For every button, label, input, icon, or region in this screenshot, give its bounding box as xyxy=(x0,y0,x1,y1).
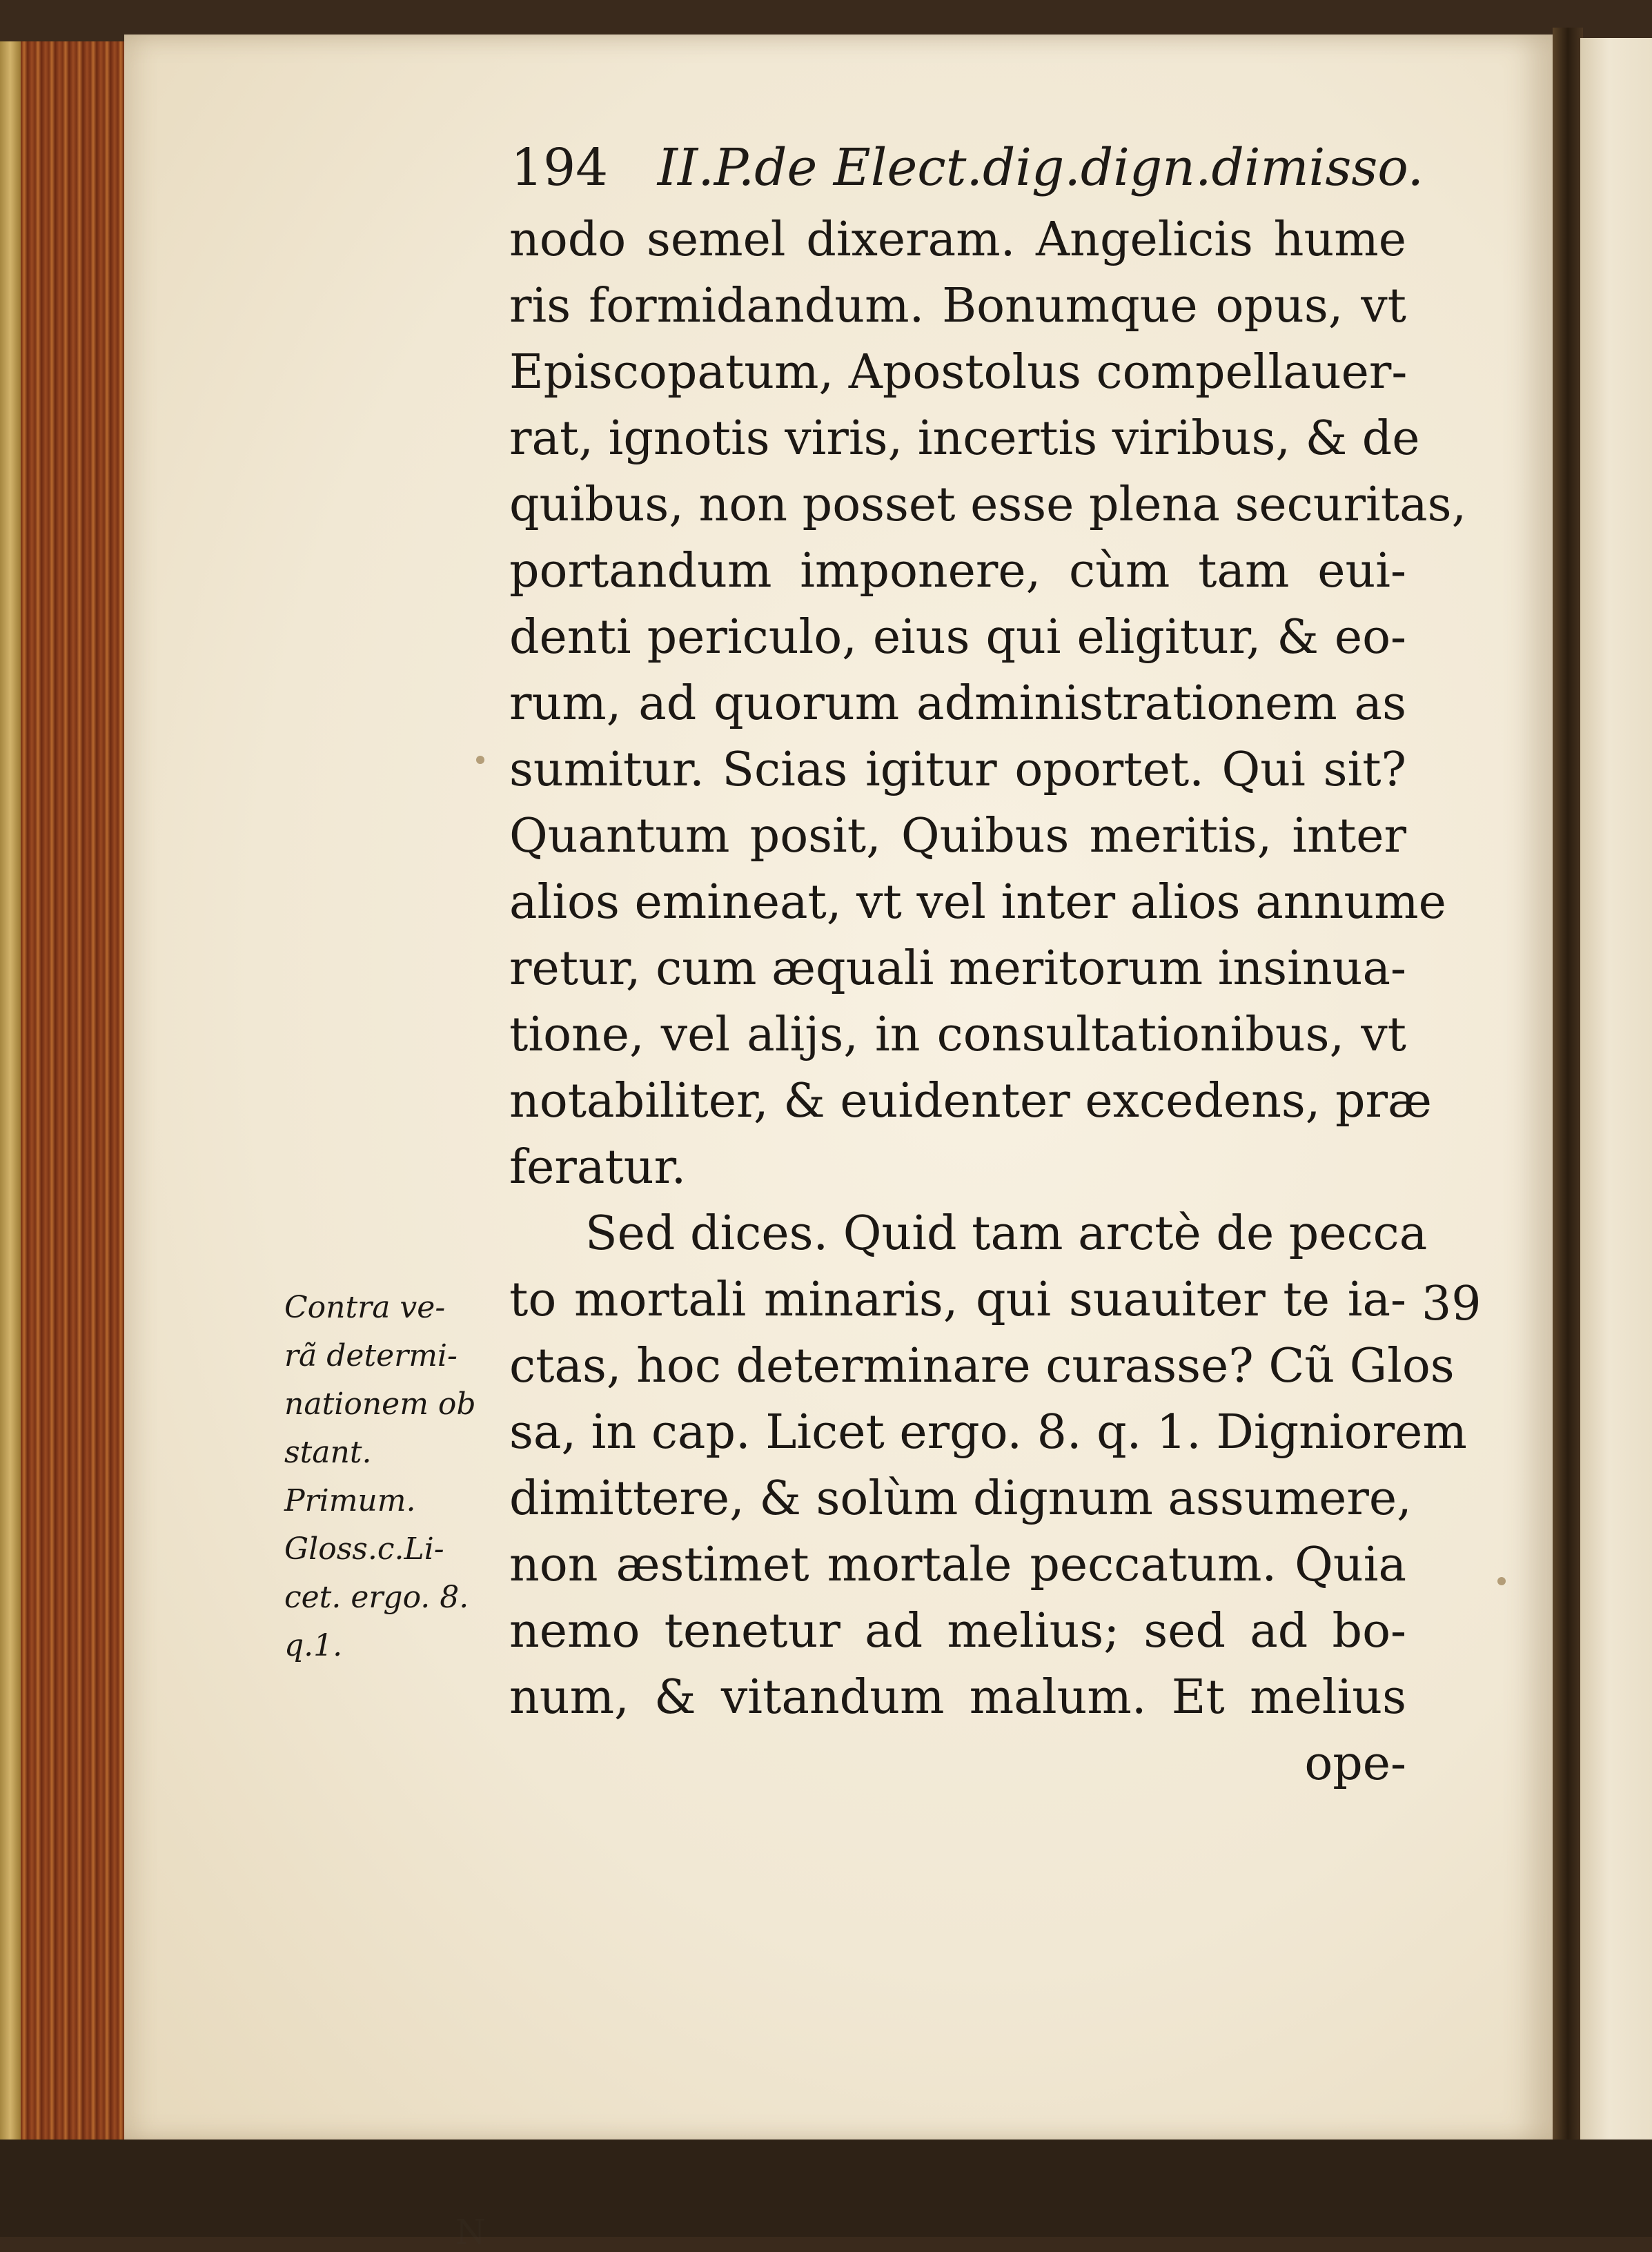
text-line: dimittere, & solùm dignum assumere, xyxy=(509,1471,1412,1526)
text-line: Quantum posit, Quibus meritis, inter xyxy=(509,809,1406,863)
show-through-text: N xyxy=(455,2212,486,2252)
text-line: num, & vitandum malum. Et melius xyxy=(509,1670,1406,1725)
text-line: ris formidandum. Bonumque opus, vt xyxy=(509,279,1406,333)
text-line: denti periculo, eius qui eligitur, & eo- xyxy=(509,610,1406,665)
text-line: rum, ad quorum administrationem as xyxy=(509,676,1406,731)
text-line: retur, cum æquali meritorum insinua- xyxy=(509,941,1406,996)
text-line: portandum imponere, cùm tam eui- xyxy=(509,544,1406,598)
margin-note-line: q.1. xyxy=(284,1628,343,1663)
page-number: 194 xyxy=(511,138,609,197)
book-edge-gilt xyxy=(0,41,21,2140)
text-line: to mortali minaris, qui suauiter te ia- xyxy=(509,1273,1406,1327)
running-head xyxy=(511,130,1424,206)
margin-note-line: stant. xyxy=(284,1435,372,1470)
text-line: feratur. xyxy=(509,1140,687,1195)
text-line: quibus, non posset esse plena securitas, xyxy=(509,478,1467,532)
text-line: rat, ignotis viris, incertis viribus, & de xyxy=(509,411,1420,466)
margin-note-line: cet. ergo. 8. xyxy=(284,1580,469,1615)
text-line: notabiliter, & euidenter excedens, præ xyxy=(509,1074,1432,1128)
ink-speck xyxy=(476,756,484,764)
margin-note-line: Gloss.c.Li- xyxy=(284,1531,444,1567)
facing-page xyxy=(1580,38,1652,2150)
running-title: II.P.de Elect.dig.dign.dimisso. xyxy=(657,138,1424,197)
scan-background xyxy=(0,2140,1652,2237)
text-line: Episcopatum, Apostolus compellauer- xyxy=(509,345,1408,400)
ink-speck xyxy=(1497,1577,1506,1585)
text-line: ctas, hoc determinare curasse? Cũ Glos xyxy=(509,1339,1455,1393)
margin-note-line: Primum. xyxy=(284,1483,416,1518)
margin-note-line: rã determi- xyxy=(284,1338,458,1373)
margin-note-line: nationem ob xyxy=(284,1387,476,1422)
margin-note xyxy=(284,1284,491,1670)
text-line: non æstimet mortale peccatum. Quia xyxy=(509,1538,1406,1592)
margin-note-line: Contra ve- xyxy=(284,1290,446,1325)
book-gutter xyxy=(1553,28,1583,2160)
text-line: nemo tenetur ad melius; sed ad bo- xyxy=(509,1604,1406,1658)
text-line: nodo semel dixeram. Angelicis hume xyxy=(509,213,1406,267)
text-line: sa, in cap. Licet ergo. 8. q. 1. Digniorem xyxy=(509,1405,1467,1460)
text-line: alios emineat, vt vel inter alios annume xyxy=(509,875,1446,930)
text-line: sumitur. Scias igitur oportet. Qui sit? xyxy=(509,743,1406,797)
text-line: tione, vel alijs, in consultationibus, vt xyxy=(509,1008,1406,1062)
catchword: ope- xyxy=(1304,1736,1406,1791)
handwritten-folio-mark: 39 xyxy=(1422,1277,1482,1331)
text-line: Sed dices. Quid tam arctè de pecca xyxy=(585,1206,1428,1261)
